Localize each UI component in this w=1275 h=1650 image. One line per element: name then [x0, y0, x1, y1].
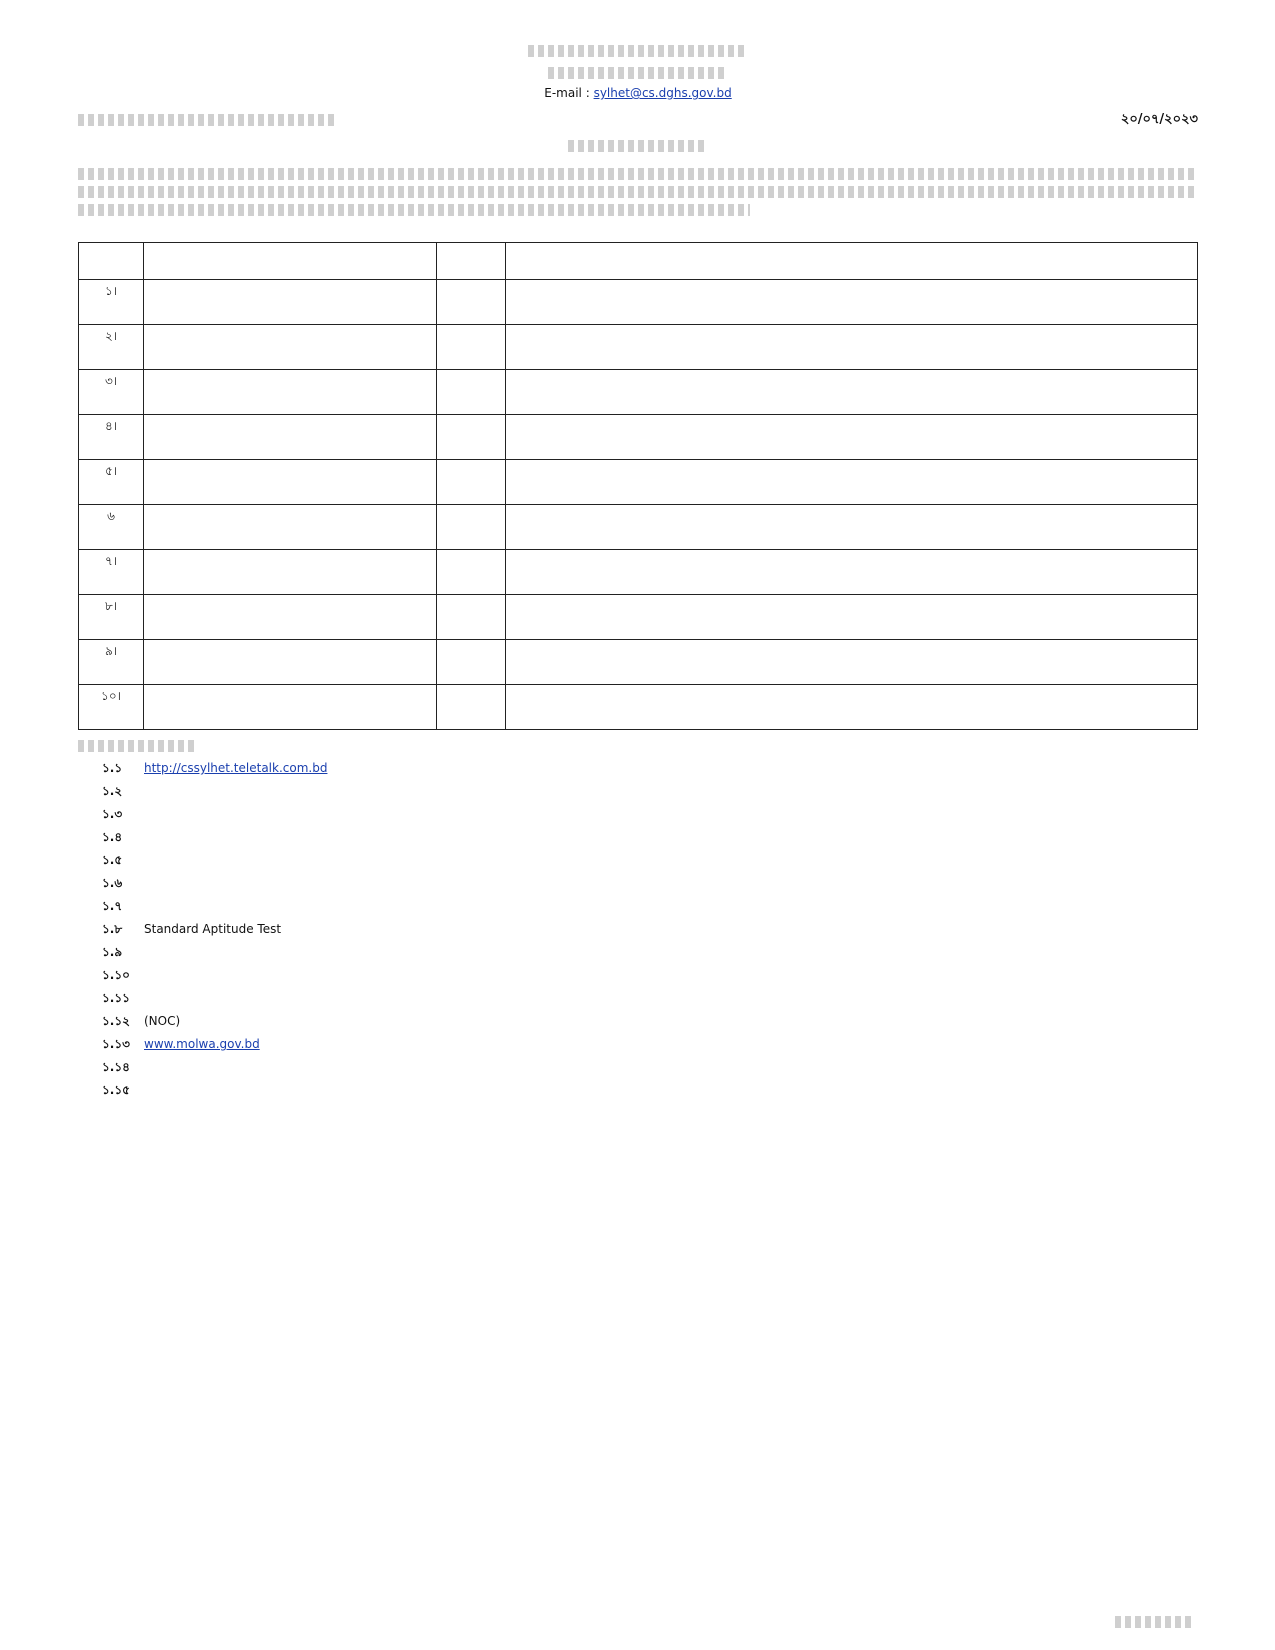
instruction-text [144, 759, 1198, 777]
row-post-count [437, 595, 506, 640]
table-row [79, 280, 1198, 325]
instruction-item [102, 874, 1198, 892]
row-serial: ৩। [79, 370, 144, 415]
instruction-number: ১.৯ [102, 945, 123, 959]
instruction-number: ১.৫ [102, 853, 123, 867]
instruction-item [102, 805, 1198, 823]
row-serial: ৮। [79, 595, 144, 640]
row-post-title [144, 685, 437, 730]
instruction-term: (NOC) [144, 1014, 181, 1028]
row-serial: ৯। [79, 640, 144, 685]
instruction-text [144, 1035, 1198, 1053]
header-line-1 [78, 40, 1198, 62]
instruction-text [144, 828, 1198, 846]
instruction-text [144, 943, 1198, 961]
table-row [79, 370, 1198, 415]
instruction-item [102, 759, 1198, 777]
instruction-number: ১.৪ [102, 830, 123, 844]
table-row [79, 685, 1198, 730]
row-qualification [506, 415, 1198, 460]
notice-date: ২০/০৭/২০২৩ [1120, 111, 1198, 127]
email-link[interactable]: sylhet@cs.dghs.gov.bd [593, 86, 732, 100]
memo-number [78, 113, 338, 128]
row-post-title [144, 415, 437, 460]
instruction-link[interactable]: http://cssylhet.teletalk.com.bd [144, 761, 328, 775]
row-post-title [144, 595, 437, 640]
row-qualification [506, 505, 1198, 550]
email-line [78, 84, 1198, 102]
instruction-item [102, 1081, 1198, 1099]
row-post-count [437, 550, 506, 595]
instruction-number: ১.৩ [102, 807, 123, 821]
row-qualification [506, 640, 1198, 685]
row-post-count [437, 640, 506, 685]
instruction-link[interactable]: www.molwa.gov.bd [144, 1037, 260, 1051]
row-post-title [144, 460, 437, 505]
instruction-item [102, 1012, 1198, 1030]
table-row [79, 550, 1198, 595]
row-serial: ৬ [79, 505, 144, 550]
row-post-count [437, 415, 506, 460]
instruction-term: Standard Aptitude Test [144, 922, 282, 936]
instruction-number: ১.৭ [102, 899, 123, 913]
notice-title [78, 138, 1198, 158]
instructions [78, 736, 1198, 1099]
row-post-count [437, 370, 506, 415]
email-label: E-mail : [544, 86, 590, 100]
instruction-number: ১.৮ [102, 922, 123, 936]
page-continuation [1115, 1614, 1195, 1628]
notice-page [78, 40, 1198, 1099]
instruction-number: ১.১১ [102, 991, 130, 1005]
row-qualification [506, 595, 1198, 640]
instruction-item [102, 828, 1198, 846]
row-qualification [506, 550, 1198, 595]
row-serial: ১০। [79, 685, 144, 730]
intro-paragraph [78, 164, 1198, 236]
col-post [144, 243, 437, 280]
row-post-title [144, 325, 437, 370]
instruction-item [102, 782, 1198, 800]
row-post-title [144, 370, 437, 415]
table-row [79, 595, 1198, 640]
col-count [437, 243, 506, 280]
posts-table-header [79, 243, 1198, 280]
row-post-title [144, 505, 437, 550]
instruction-number: ১.২ [102, 784, 123, 798]
table-row [79, 505, 1198, 550]
table-row [79, 415, 1198, 460]
instruction-text [144, 782, 1198, 800]
instruction-item [102, 1058, 1198, 1076]
instruction-item [102, 943, 1198, 961]
row-post-count [437, 280, 506, 325]
row-serial: ২। [79, 325, 144, 370]
table-row [79, 640, 1198, 685]
instruction-item [102, 851, 1198, 869]
row-qualification [506, 325, 1198, 370]
instruction-text [144, 966, 1198, 984]
instruction-item [102, 989, 1198, 1007]
instruction-number: ১.১৪ [102, 1060, 130, 1074]
instruction-text [144, 1058, 1198, 1076]
instruction-text [144, 1081, 1198, 1099]
table-row [79, 325, 1198, 370]
instruction-number: ১.১ [102, 761, 123, 775]
row-post-count [437, 685, 506, 730]
row-post-title [144, 640, 437, 685]
col-qualification [506, 243, 1198, 280]
instruction-item [102, 920, 1198, 938]
table-row [79, 460, 1198, 505]
instruction-number: ১.৬ [102, 876, 123, 890]
row-qualification [506, 460, 1198, 505]
instruction-text [144, 920, 1198, 938]
instruction-text [144, 805, 1198, 823]
instruction-text [144, 874, 1198, 892]
row-post-title [144, 280, 437, 325]
row-serial: ১। [79, 280, 144, 325]
row-serial: ৫। [79, 460, 144, 505]
row-serial: ৭। [79, 550, 144, 595]
row-post-title [144, 550, 437, 595]
instruction-text [144, 989, 1198, 1007]
instruction-text [144, 897, 1198, 915]
instruction-item [102, 966, 1198, 984]
instruction-item [102, 1035, 1198, 1053]
instruction-item [102, 897, 1198, 915]
col-serial [79, 243, 144, 280]
instruction-number: ১.১০ [102, 968, 130, 982]
row-post-count [437, 325, 506, 370]
office-header [78, 40, 1198, 84]
reference-row [78, 110, 1198, 130]
row-qualification [506, 280, 1198, 325]
instruction-number: ১.১৫ [102, 1083, 130, 1097]
header-line-2 [78, 62, 1198, 84]
instruction-number: ১.১২ [102, 1014, 130, 1028]
instruction-text [144, 1012, 1198, 1030]
row-post-count [437, 505, 506, 550]
instruction-text [144, 851, 1198, 869]
row-serial: ৪। [79, 415, 144, 460]
row-qualification [506, 370, 1198, 415]
posts-table [78, 242, 1198, 730]
row-post-count [437, 460, 506, 505]
instructions-heading [78, 736, 1198, 754]
row-qualification [506, 685, 1198, 730]
instruction-number: ১.১৩ [102, 1037, 130, 1051]
